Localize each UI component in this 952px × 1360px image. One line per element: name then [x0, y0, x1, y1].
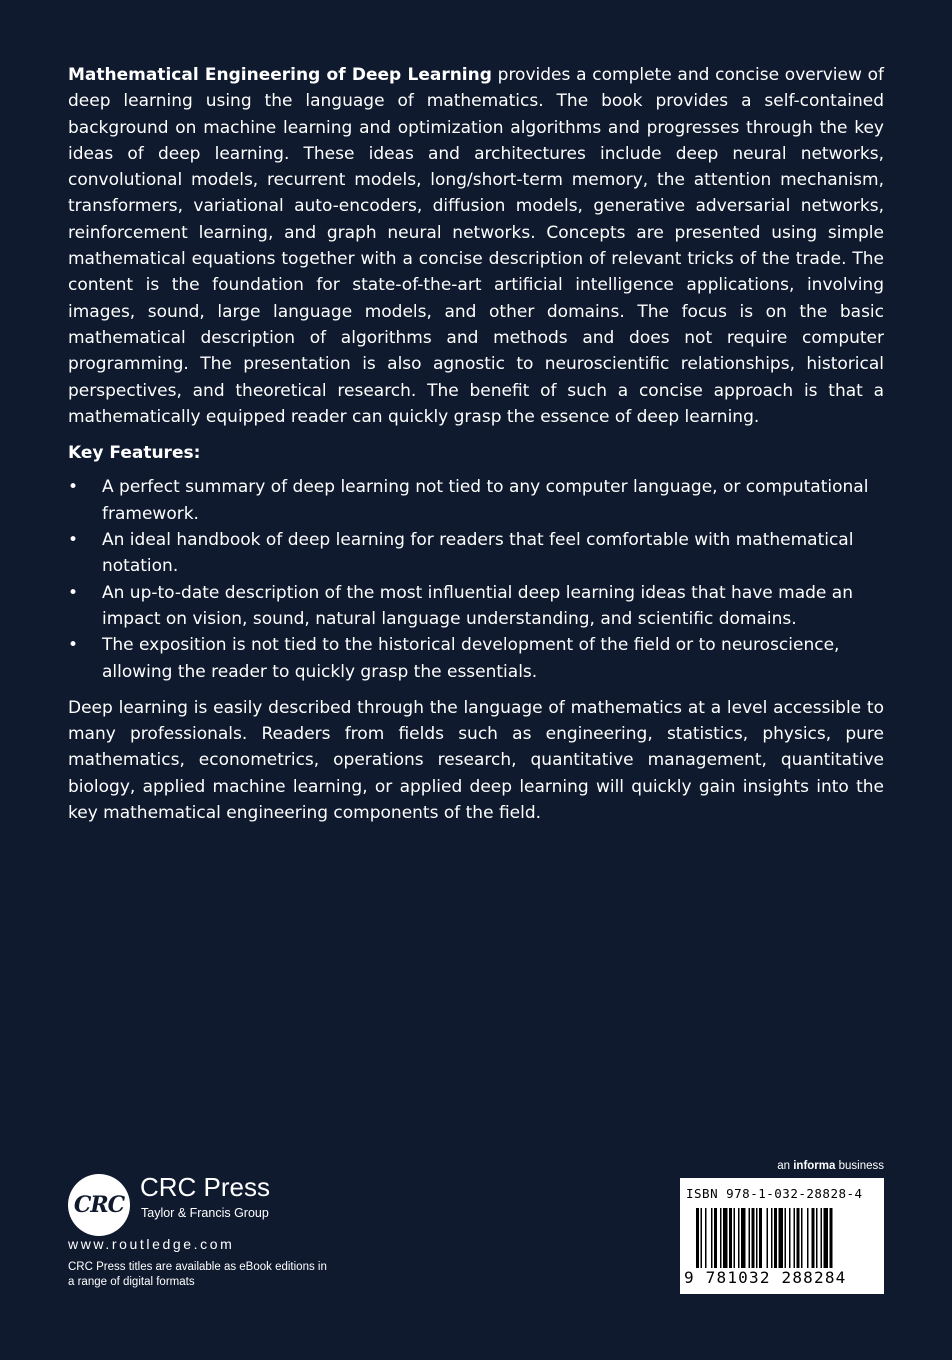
bullet-icon: • — [68, 530, 79, 551]
publisher-website: www.routledge.com — [68, 1236, 235, 1252]
informa-prefix: an — [777, 1160, 794, 1172]
key-features-list — [68, 474, 884, 684]
informa-tagline — [777, 1160, 884, 1172]
bullet-icon: • — [68, 477, 79, 498]
back-cover-text — [68, 62, 884, 826]
intro-text: provides a complete and concise overview of deep learning using the language of mathematics. The book provides a self-contained background on machine learning and optimization algorithms and progresses through the key ideas of deep learning. These ideas and architectures include deep neural networks, convolutional models, recurrent models, long/short-term memory, the attention mechanism, transformers, variational auto-encoders, diffusion models, generative adversarial networks, reinforcement learning, and graph neural networks. Concepts are presented using simple mathematical equations together with a concise description of relevant tricks of the trade. The content is the foundation for state-of-the-art artificial intelligence applications, involving images, sound, large language models, and other domains. The focus is on the basic mathematical description of algorithms and methods and does not require computer programming. The presentation is also agnostic to neuroscientific relationships, historical perspectives, and theoretical research. The benefit of such a concise approach is that a mathematically equipped reader can quickly grasp the essence of deep learning. — [68, 65, 884, 427]
intro-paragraph — [68, 62, 884, 430]
bullet-icon: • — [68, 582, 79, 603]
barcode — [680, 1178, 884, 1294]
barcode-bars-icon — [696, 1208, 876, 1268]
key-features-heading: Key Features: — [68, 443, 201, 464]
feature-text: The exposition is not tied to the historical development of the field or to neuroscience, allowing the reader to quickly grasp the essentials. — [102, 635, 840, 682]
bullet-icon: • — [68, 635, 79, 656]
feature-text: An ideal handbook of deep learning for readers that feel comfortable with mathematical notation. — [102, 530, 854, 577]
ebook-note: CRC Press titles are available as eBook editions in a range of digital formats — [68, 1261, 327, 1288]
feature-text: A perfect summary of deep learning not tied to any computer language, or computational framework. — [102, 477, 869, 524]
closing-paragraph: Deep learning is easily described through the language of mathematics at a level accessible to many professionals. Readers from fields such as engineering, statistics, physics, pure mathematics, econometrics, operations research, quantitative management, quantitative biology, applied machine learning, or applied deep learning will quickly gain insights into the key mathematical engineering components of the field. — [68, 697, 884, 824]
book-title: Mathematical Engineering of Deep Learning — [68, 65, 492, 85]
isbn-label: ISBN 978-1-032-28828-4 — [686, 1186, 863, 1201]
crc-logo-icon: CRC — [68, 1174, 130, 1236]
barcode-number: 9 781032 288284 — [684, 1268, 847, 1287]
informa-brand: informa — [793, 1160, 836, 1172]
feature-item — [68, 632, 884, 685]
publisher-group: Taylor & Francis Group — [141, 1206, 269, 1220]
feature-item — [68, 580, 884, 633]
feature-item — [68, 474, 884, 527]
publisher-name: CRC Press — [140, 1172, 271, 1202]
feature-text: An up-to-date description of the most influential deep learning ideas that have made an impact on vision, sound, natural language understanding, and scientific domains. — [102, 582, 853, 629]
informa-suffix: business — [835, 1160, 884, 1172]
feature-item — [68, 527, 884, 580]
